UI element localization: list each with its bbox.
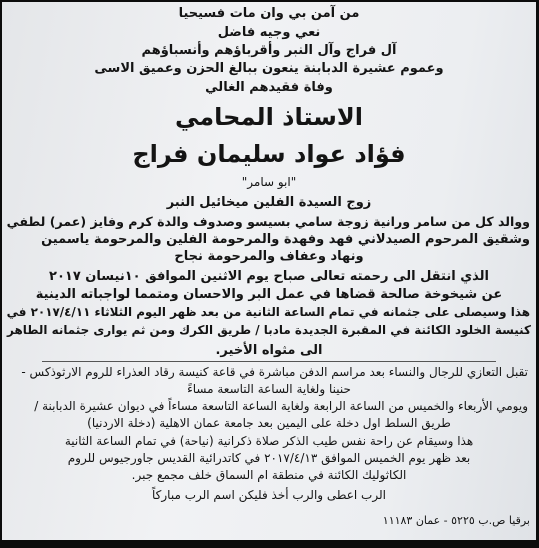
condolence-line-2: حنينا ولغاية الساعة التاسعة مساءً xyxy=(187,382,351,396)
siblings-line: وشقيق المرحوم الصيدلاني فهد وفهدة والمرحومة الفلين والمرحومة ياسمين xyxy=(41,232,530,247)
mourning-tribe: وعموم عشيرة الدبابنة ينعون ببالغ الحزن وعميق الاسى xyxy=(94,61,444,76)
funeral-line-1: هذا وسيصلى على جثمانه في تمام الساعة الثانية من بعد ظهر اليوم الثلاثاء ٢٠١٧/٤/١١ في xyxy=(6,305,530,319)
condolence-line-4: طريق السلط اول دخلة على اليمين بعد جامعة عمان الاهلية (دخلة الاردنيا) xyxy=(87,416,451,430)
memorial-line-3: الكاثوليك الكائنة في منطقة ام السماق خلف مجمع جبر. xyxy=(131,468,407,482)
section-divider xyxy=(42,361,496,362)
contact-address: برقيا ص.ب ٥٢٢٥ - عمان ١١١٨٣ xyxy=(382,514,530,527)
children-line: ووالد كل من سامر ورانية زوجة سامي بسيسو وصدوف والدة كرم وفايز (عمر) لطفي xyxy=(6,214,530,229)
deceased-name: فؤاد عواد سليمان فراج xyxy=(132,140,406,168)
notice-heading: نعي وجيه فاضل xyxy=(217,25,321,40)
deceased-title: الاستاذ المحامي xyxy=(175,103,363,131)
funeral-line-3: الى مثواه الأخير. xyxy=(215,343,323,358)
memorial-line-2: بعد ظهر يوم الخميس الموافق ٢٠١٧/٤/١٣ في كاتدرائية القديس جاورجيوس للروم xyxy=(67,451,471,465)
deceased-nickname: "ابو سامر" xyxy=(241,175,297,189)
death-date-line: الذي انتقل الى رحمته تعالى صباح يوم الاثنين الموافق ١٠نيسان ٢٠١٧ xyxy=(49,269,489,284)
condolence-line-1: تقبل التعازي للرجال والنساء بعد مراسم الدفن مباشرة في قاعة كنيسة رقاد العذراء للروم الارثوذكس - xyxy=(21,365,528,379)
spouse-line: زوج السيدة الفلين ميخائيل النبر xyxy=(166,195,372,210)
obituary-notice xyxy=(2,2,536,540)
opening-verse: من آمن بي وان مات فسيحيا xyxy=(178,6,360,21)
siblings-line-2: ونهاد وعفاف والمرحومة نجاح xyxy=(174,249,364,264)
condolence-line-3: ويومي الأربعاء والخميس من الساعة الرابعة ولغاية الساعة التاسعة مساءاً في ديوان عشيرة الدبابنة / xyxy=(34,399,528,413)
funeral-line-2: كنيسة الخلود الكائنة في المقبرة الجديدة مادبا / طريق الكرك ومن ثم يوارى جثمانه الطاهر xyxy=(7,323,531,337)
memorial-line-1: هذا وسيقام عن راحة نفس طيب الذكر صلاة ذكرانية (نياحة) في تمام الساعة الثانية xyxy=(64,434,474,448)
life-summary-line: عن شيخوخة صالحة قضاها في عمل البر والاحسان ومتمما لواجباته الدينية xyxy=(35,287,503,302)
closing-verse: الرب اعطى والرب أخذ فليكن اسم الرب مباركاً xyxy=(152,488,386,502)
death-announcement: وفاة فقيدهم الغالي xyxy=(205,80,333,95)
mourning-families: آل فراج وآل النبر وأقرباؤهم وأنسباؤهم xyxy=(141,43,397,58)
